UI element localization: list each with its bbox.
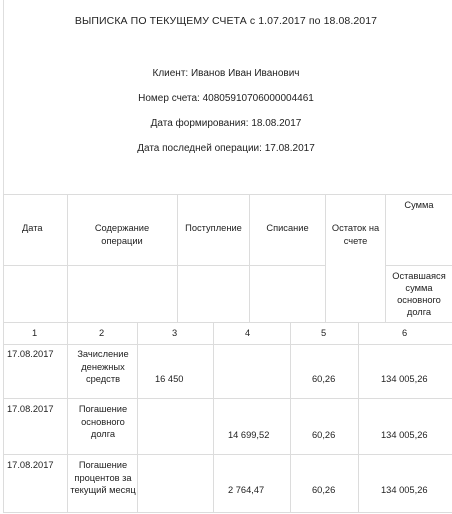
row-1-date: 17.08.2017 — [7, 349, 54, 359]
account-label: Номер счета: — [138, 93, 200, 104]
account-value: 40805910706000004461 — [202, 93, 314, 104]
header-income: Поступление — [185, 223, 242, 233]
row-1-balance: 60,26 — [312, 374, 336, 384]
row-3-principal: 134 005,26 — [381, 485, 428, 495]
row-2-date: 17.08.2017 — [7, 404, 54, 414]
header-principal: Оставшаяся сумма основного долга — [392, 271, 446, 317]
header-outcome: Списание — [266, 223, 309, 233]
row-3-content: Погашение процентов за текущий месяц — [70, 460, 136, 495]
last-operation-label: Дата последней операции: — [137, 143, 262, 154]
col-number-5: 5 — [321, 328, 327, 338]
formed-date-label: Дата формирования: — [150, 118, 249, 129]
header-sum: Сумма — [404, 200, 434, 210]
row-1-principal: 134 005,26 — [381, 374, 428, 384]
col-number-3: 3 — [172, 328, 178, 338]
col-number-4: 4 — [245, 328, 251, 338]
last-operation-value: 17.08.2017 — [264, 143, 315, 154]
col-number-1: 1 — [32, 328, 38, 338]
row-3-date: 17.08.2017 — [7, 460, 54, 470]
row-3-balance: 60,26 — [312, 485, 336, 495]
formed-date-value: 18.08.2017 — [251, 118, 302, 129]
row-2-principal: 134 005,26 — [381, 430, 428, 440]
row-2-balance: 60,26 — [312, 430, 336, 440]
col-number-2: 2 — [99, 328, 105, 338]
row-2-content: Погашение основного долга — [78, 404, 128, 439]
row-1-income: 16 450 — [155, 374, 184, 384]
client-value: Иванов Иван Иванович — [190, 68, 300, 79]
header-date: Дата — [22, 223, 43, 233]
statement-title: ВЫПИСКА ПО ТЕКУЩЕМУ СЧЕТА с 1.07.2017 по 18.08.2017 — [74, 15, 378, 27]
header-content: Содержание операции — [94, 223, 150, 246]
row-1-content: Зачисление денежных средств — [77, 349, 129, 384]
row-2-outcome: 14 699,52 — [228, 430, 270, 440]
header-balance: Остаток на счете — [331, 223, 380, 246]
col-number-6: 6 — [402, 328, 408, 338]
row-3-outcome: 2 764,47 — [228, 485, 265, 495]
client-label: Клиент: — [152, 68, 189, 79]
